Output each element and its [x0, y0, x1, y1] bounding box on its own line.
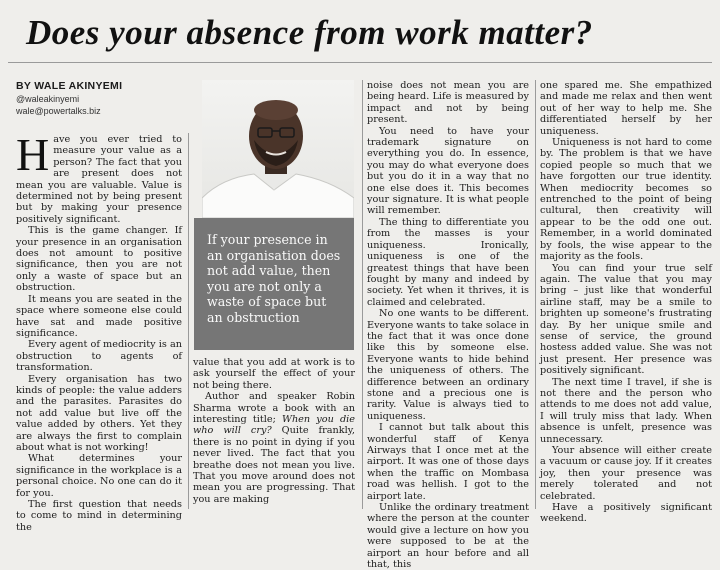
paragraph: The next time I travel, if she is not there and the person who attends to me does not add value, I will truly miss that lady. When absence is unfelt, presence was unnecessary. [540, 376, 712, 445]
paragraph: What determines your significance in the workplace is a personal choice. No one can do it for you. [16, 453, 182, 499]
article-column-4 [540, 80, 712, 525]
column-divider-1 [188, 133, 189, 509]
author-email: wale@powertalks.biz [16, 106, 101, 116]
paragraph: You need to have your trademark signature on everything you do. In essence, you may do what everyone does but you do it in a way that no one else does it. This becomes your signature. It is what people will remember. [367, 125, 529, 217]
byline [16, 80, 216, 117]
paragraph: Have a positively significant weekend. [540, 502, 712, 525]
paragraph: value that you add at work is to ask yourself the effect of your not being there. [193, 357, 355, 391]
article-column-1 [16, 129, 182, 533]
paragraph: one spared me. She empathized and made me relax and then went out of her way to help me. She differentiated herself by her uniqueness. [540, 80, 712, 137]
paragraph: Unlike the ordinary treatment where the person at the counter would give a lecture on how you were supposed to be at the airport an hour before and all that, this [367, 502, 529, 570]
paragraph: You can find your true self again. The value that you may bring – just like that wonderful airline staff, may be a smile to brighten up someone's frustrating day. By her unique smile and sense of service, the ground hostess added value. She was not just present. Her presence was positively significant. [540, 262, 712, 377]
drop-cap: H [16, 129, 50, 180]
paragraph-text: ave you ever tried to measure your value as a person? The fact that you are present does not mean you are valuable. Value is determined not by being present but by making your presence positively significant. [16, 134, 182, 225]
paragraph: Every agent of mediocrity is an obstruction to agents of transformation. [16, 339, 182, 374]
author-portrait-image [202, 80, 354, 218]
article-column-3 [367, 80, 529, 570]
headline: Does your absence from work matter? [26, 13, 593, 52]
column-divider-3 [535, 80, 536, 509]
author-handle: @waleakinyemi [16, 94, 80, 104]
paragraph: The thing to differentiate you from the masses is your uniqueness. Ironically, uniqueness is one of the greatest things that have been fought by many and indeed by society. Yet when it thrives, it is claimed and celebrated. [367, 216, 529, 308]
column-divider-2 [362, 80, 363, 509]
paragraph: The first question that needs to come to mind in determining the [16, 499, 182, 533]
article-column-2 [193, 357, 355, 505]
author-name: BY WALE AKINYEMI [16, 80, 123, 92]
paragraph-text: Quite frankly, there is no point in dying if you never lived. The fact that you breathe does not mean you live. That you move around does not mean you are progressing. That you are making [193, 425, 355, 505]
author-photo [202, 80, 354, 218]
paragraph: noise does not mean you are being heard. Life is measured by impact and not by being present. [367, 80, 529, 126]
paragraph: Your absence will either create a vacuum or cause joy. If it creates joy, then your presence was merely tolerated and not celebrated. [540, 445, 712, 502]
paragraph-text: Author and speaker Robin Sharma wrote a book with an interesting title; [193, 391, 355, 426]
pull-quote: If your presence in an organisation does not add value, then you are not only a waste of space but an obstruction [194, 218, 354, 350]
headline-rule [8, 62, 712, 63]
paragraph-opening [16, 129, 182, 225]
paragraph: It means you are seated in the space where someone else could have sat and made positive significance. [16, 293, 182, 339]
paragraph: This is the game changer. If your presence in an organisation does not amount to positive significance, then you are not only a waste of space but an obstruction. [16, 225, 182, 294]
paragraph [193, 391, 355, 505]
book-title: When you die who will cry? [193, 414, 355, 437]
paragraph: I cannot but talk about this wonderful staff of Kenya Airways that I once met at the airport. It was one of those days when the traffic on Mombasa road was hellish. I got to the airport late. [367, 422, 529, 502]
paragraph: No one wants to be different. Everyone wants to take solace in the fact that it was once done like this by someone else. Everyone wants to hide behind the uniqueness of others. The difference between an ordinary stone and a precious one is rarity. Value is always tied to uniqueness. [367, 308, 529, 422]
paragraph: Uniqueness is not hard to come by. The problem is that we have copied people so much that we have forgotten our true identity. When mediocrity becomes so entrenched to the point of being cultural, then creativity will appear to be the odd one out. Remember, in a world dominated by fools, the wise appear to the majority as the fools. [540, 137, 712, 263]
paragraph: Every organisation has two kinds of people: the value adders and the parasites. Parasites do not add value but live off the value added by others. Yet they are always the first to complain about what is not working! [16, 373, 182, 453]
